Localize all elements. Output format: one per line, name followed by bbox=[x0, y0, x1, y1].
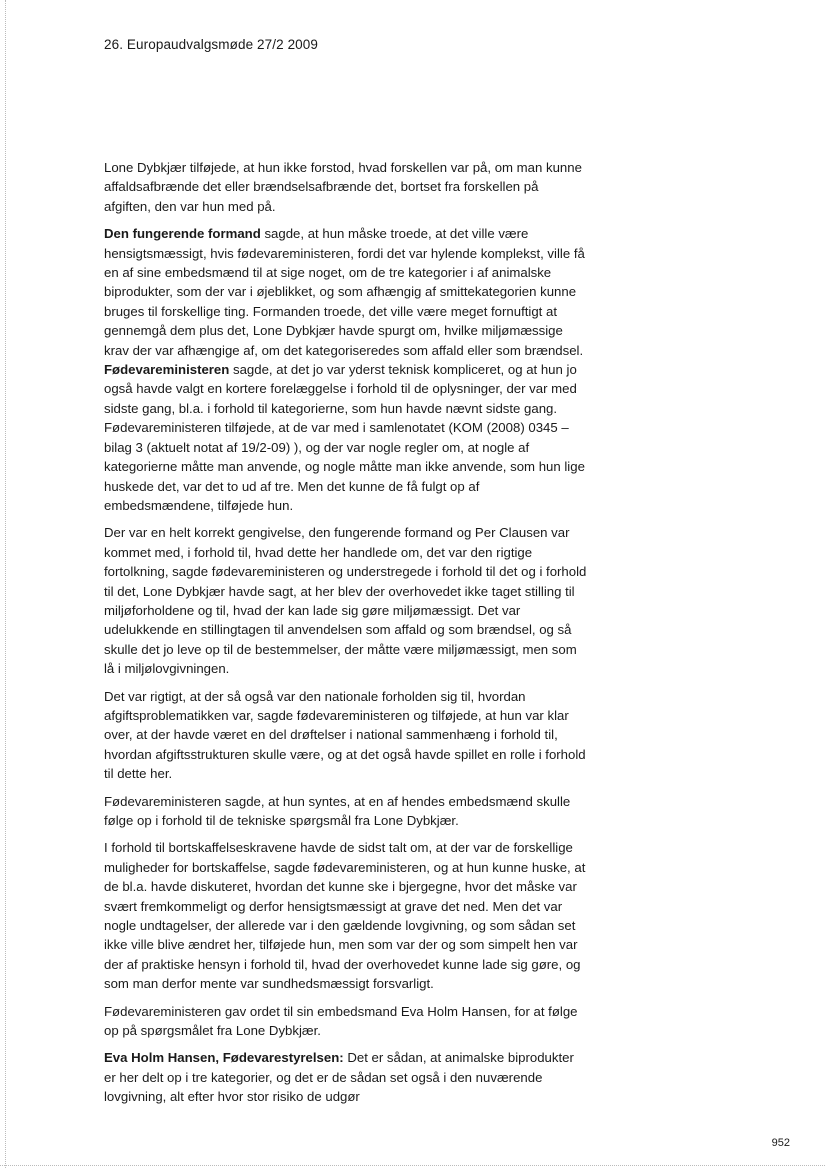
page-edge-left bbox=[5, 0, 6, 1168]
paragraph-text: Det var rigtigt, at der så også var den nationale forholden sig til, hvordan afgiftsproblematikken var, sagde fødevareministeren og tilføjede, at hun var klar over, at der havde været en del drøftelser i national sammenhæng i forhold til, hvordan afgiftsstrukturen skulle være, og at det også havde spillet en rolle i forhold til dette her. bbox=[104, 688, 586, 782]
page-edge-bottom bbox=[0, 1165, 825, 1166]
page-number: 952 bbox=[771, 1137, 790, 1149]
paragraph bbox=[104, 224, 588, 360]
paragraph bbox=[104, 523, 588, 678]
speaker-name: Eva Holm Hansen, Fødevarestyrelsen: bbox=[104, 1050, 344, 1066]
paragraph-text: sagde, at det jo var yderst teknisk kompliceret, og at hun jo også havde valgt en kortere forelæggelse i forhold til de oplysninger, der var med sidste gang, bl.a. i forhold til kategorierne, som hun havde nævnt sidste gang. Fødevareministeren tilføjede, at de var med i samlenotatet (KOM (2008) 0345 – bilag 3 (aktuelt notat af 19/2-09) ), og der var nogle regler om, at nogle af kategorierne måtte man anvende, og nogle måtte man ikke anvende, som hun lige huskede det, var det to ud af tre. Men det kunne de få fulgt op af embedsmændene, tilføjede hun. bbox=[104, 362, 585, 513]
paragraph-text: Fødevareministeren gav ordet til sin embedsmand Eva Holm Hansen, for at følge op på spørgsmålet fra Lone Dybkjær. bbox=[104, 1003, 578, 1039]
speaker-name: Den fungerende formand bbox=[104, 226, 261, 242]
paragraph-text: Det er sådan, at animalske biprodukter er her delt op i tre kategorier, og det er de sådan set også i den nuværende lovgivning, alt efter hvor stor risiko de udgør bbox=[104, 1050, 574, 1105]
paragraph bbox=[104, 360, 588, 515]
page-header: 26. Europaudvalgsmøde 27/2 2009 bbox=[104, 37, 318, 52]
speaker-name: Fødevareministeren bbox=[104, 362, 230, 378]
paragraph-text: Lone Dybkjær tilføjede, at hun ikke forstod, hvad forskellen var på, om man kunne affaldsafbrænde det eller brændselsafbrænde det, bortset fra forskellen på afgiften, den var hun med på. bbox=[104, 160, 582, 214]
paragraph bbox=[104, 158, 588, 216]
paragraph bbox=[104, 792, 588, 831]
document-body bbox=[104, 158, 588, 1115]
paragraph bbox=[104, 687, 588, 784]
paragraph bbox=[104, 1002, 588, 1041]
paragraph-text: Der var en helt korrekt gengivelse, den fungerende formand og Per Clausen var kommet med, i forhold til, hvad dette her handlede om, det var den rigtige fortolkning, sagde fødevareministeren og understregede i forhold til det og i forhold til det, Lone Dybkjær havde sagt, at her blev der overhovedet ikke taget stilling til miljøforholdene og til, hvad der kan lade sig gøre miljømæssigt. Det var udelukkende en stillingtagen til anvendelsen som affald og som brændsel, og så skulle det jo leve op til de bestemmelser, der måtte være miljømæssigt, men som lå i miljølovgivningen. bbox=[104, 525, 587, 677]
paragraph-text: Fødevareministeren sagde, at hun syntes, at en af hendes embedsmænd skulle følge op i forhold til de tekniske spørgsmål fra Lone Dybkjær. bbox=[104, 793, 571, 828]
paragraph-text: sagde, at hun måske troede, at det ville være hensigtsmæssigt, hvis fødevareministeren, fordi det var hylende komplekst, ville få en af sine embedsmænd til at sige noget, om de tre kategorier i af animalske biprodukter, som der var i øjeblikket, og som afhængig af smittekategorien kunne bruges til forskellige ting. Formanden troede, det ville være meget fornuftigt at gennemgå dem plus det, Lone Dybkjær havde spurgt om, hvilke miljømæssige krav der var afhængige af, om det kategoriseredes som affald eller som brændsel. bbox=[104, 226, 585, 358]
paragraph bbox=[104, 1048, 588, 1106]
paragraph-text: I forhold til bortskaffelseskravene havde de sidst talt om, at der var de forskellige muligheder for bortskaffelse, sagde fødevareministeren, og at hun kunne huske, at de bl.a. havde diskuteret, hvordan det kunne ske i bjergegne, hvor det måske var svært fremkommeligt og derfor hensigtsmæssigt at grave det ned. Men det var nogle undtagelser, der allerede var i den gældende lovgivning, og som sådan set ikke ville blive ændret her, tilføjede hun, men som var der og som simpelt hen var der af praktiske hensyn i forhold til, hvad der overhovedet kunne lade sig gøre, og som man derfor mente var sundhedsmæssigt forsvarligt. bbox=[104, 840, 586, 992]
paragraph bbox=[104, 838, 588, 993]
